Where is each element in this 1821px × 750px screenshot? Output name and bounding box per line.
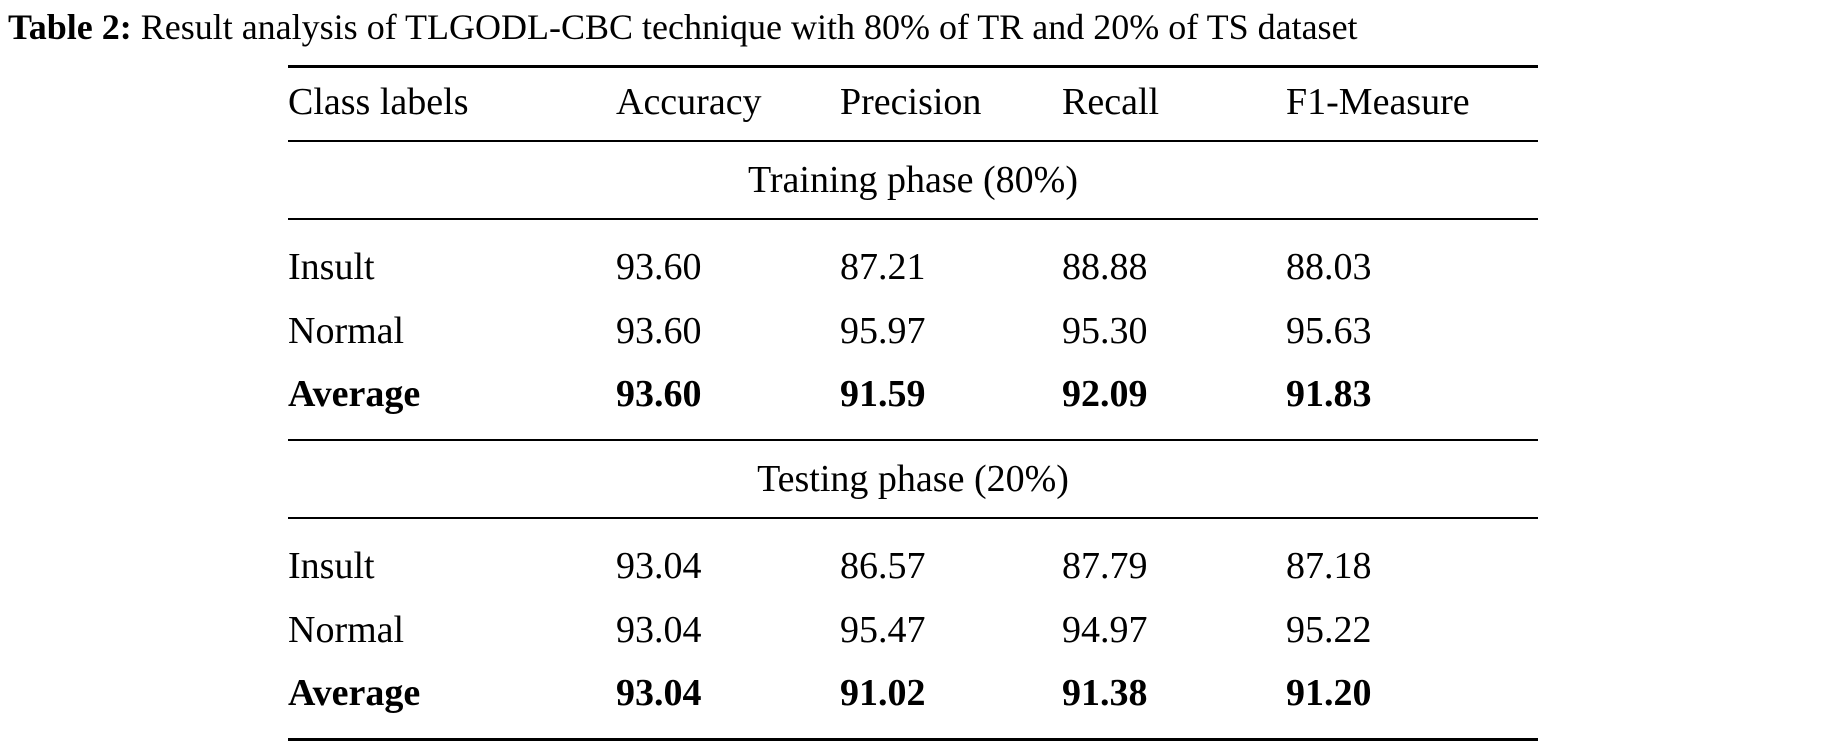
section-title-training-text: Training phase (80%) — [748, 158, 1078, 201]
column-header-class-labels: Class labels — [288, 81, 469, 124]
row-label: Insult — [288, 545, 375, 588]
table-header-row — [288, 68, 1538, 140]
table-caption-label: Table 2: — [8, 7, 132, 47]
cell-accuracy: 93.60 — [616, 245, 702, 288]
table-row — [288, 220, 1538, 300]
cell-accuracy: 93.60 — [616, 373, 702, 416]
column-header-accuracy: Accuracy — [616, 81, 762, 124]
cell-recall: 87.79 — [1062, 545, 1148, 588]
cell-f1: 87.18 — [1286, 545, 1372, 588]
cell-recall: 95.30 — [1062, 309, 1148, 352]
table-row-average — [288, 662, 1538, 738]
row-label: Average — [288, 373, 421, 416]
table-caption — [0, 0, 1821, 49]
bottom-rule — [288, 738, 1538, 741]
cell-f1: 95.22 — [1286, 608, 1372, 651]
cell-f1: 88.03 — [1286, 245, 1372, 288]
cell-precision: 86.57 — [840, 545, 926, 588]
cell-precision: 91.59 — [840, 373, 926, 416]
results-table — [288, 65, 1538, 741]
cell-recall: 92.09 — [1062, 373, 1148, 416]
section-title-testing-text: Testing phase (20%) — [757, 458, 1069, 501]
table-row — [288, 519, 1538, 599]
cell-recall: 88.88 — [1062, 245, 1148, 288]
table-container — [288, 65, 1538, 741]
cell-accuracy: 93.04 — [616, 608, 702, 651]
cell-precision: 95.47 — [840, 608, 926, 651]
cell-recall: 94.97 — [1062, 608, 1148, 651]
table-row — [288, 599, 1538, 663]
cell-accuracy: 93.04 — [616, 545, 702, 588]
cell-f1: 91.20 — [1286, 672, 1372, 715]
cell-f1: 95.63 — [1286, 309, 1372, 352]
section-title-training — [288, 142, 1538, 218]
cell-precision: 91.02 — [840, 672, 926, 715]
row-label: Normal — [288, 309, 405, 352]
cell-precision: 95.97 — [840, 309, 926, 352]
table-row-average — [288, 363, 1538, 439]
cell-recall: 91.38 — [1062, 672, 1148, 715]
cell-precision: 87.21 — [840, 245, 926, 288]
row-label: Normal — [288, 608, 405, 651]
cell-accuracy: 93.60 — [616, 309, 702, 352]
column-header-f1-measure: F1-Measure — [1286, 81, 1470, 124]
cell-f1: 91.83 — [1286, 373, 1372, 416]
column-header-precision: Precision — [840, 81, 982, 124]
table-row — [288, 300, 1538, 364]
row-label: Insult — [288, 245, 375, 288]
section-title-testing — [288, 441, 1538, 517]
cell-accuracy: 93.04 — [616, 672, 702, 715]
table-caption-text: Result analysis of TLGODL-CBC technique with 80% of TR and 20% of TS dataset — [140, 7, 1358, 47]
column-header-recall: Recall — [1062, 81, 1160, 124]
row-label: Average — [288, 672, 421, 715]
